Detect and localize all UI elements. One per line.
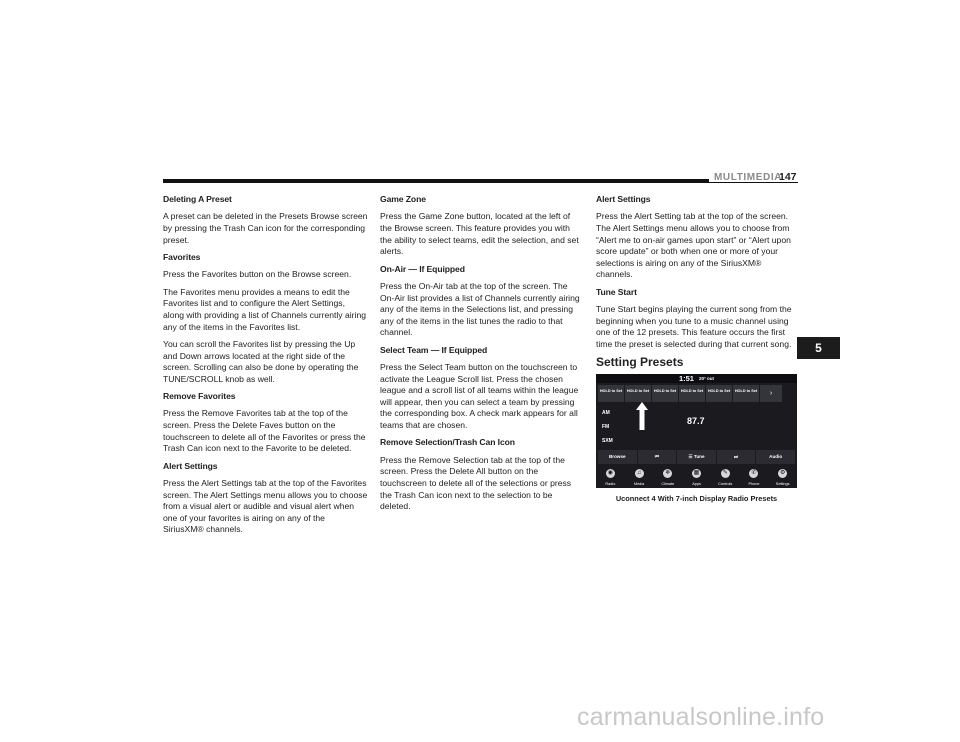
subheading: Favorites [163,251,201,262]
nav-item-radio[interactable] [596,467,625,488]
paragraph: A preset can be deleted in the Presets Browse screen by pressing the Trash Can icon for the corresponding preset. [163,211,368,245]
climate-icon: ❄ [665,470,671,477]
paragraph: The Favorites menu provides a means to edit the Favorites list and to configure the Alert Settings, along with providing a list of Channels currently airing any of the items in the Favorites list. [163,286,367,332]
subheading: Remove Favorites [163,391,236,402]
preset-button[interactable]: HOLD to Set [598,385,624,402]
page-number: 147 [779,171,797,183]
subheading: Alert Settings [596,194,651,204]
nav-label: Media [633,482,645,487]
paragraph: Press the Select Team button on the touchscreen to activate the League Scroll list. Press the chosen league and a scroll list of all teams within the league will appear, then you can select a team by pressing the corresponding box. A check mark appears for all teams that are chosen. [380,362,579,431]
control-button[interactable]: Browse [598,450,638,464]
band-item[interactable]: AM [602,410,610,417]
header-rule-thin [163,182,798,183]
paragraph: You can scroll the Favorites list by pressing the Up and Down arrows located at the right side of the screen. Scrolling can also be done by operating the TUNE/SCROLL knob as well. [163,338,359,384]
nav-item-controls[interactable] [711,467,740,488]
chevron-right-icon[interactable]: › [760,385,782,402]
nav-label: Radio [605,482,616,487]
nav-item-settings[interactable] [768,467,797,488]
preset-row [598,385,782,402]
paragraph: Press the Alert Setting tab at the top of the screen. The Alert Settings menu allows you to choose from “Alert me to on-air games upon start” or “Alert upon score update” or both when one or more of your selections is airing on any of the SiriusXM® channels. [596,211,791,280]
paragraph: Tune Start begins playing the current song from the beginning when you tune to a music channel using one of the 12 presets. This feature occurs the first time the preset is selected during that current song. [596,304,792,349]
watermark: carmanualsonline.info [577,703,825,731]
subheading: On-Air — If Equipped [380,263,465,274]
paragraph: Press the Alert Settings tab at the top of the Favorites screen. The Alert Settings menu allows you to choose from a visual alert or audible and visual alert when one of your favorites is airing on any of the SiriusXM® channels. [163,478,368,535]
clock: 1:51 [678,374,694,384]
preset-button[interactable]: HOLD to Set [679,385,705,402]
paragraph: Press the Favorites button on the Browse screen. [163,269,352,280]
nav-label: Controls [718,482,733,487]
paragraph: Press the Remove Selection tab at the top of the screen. Press the Delete All button on the touchscreen to delete all of the selections or press the Trash Can icon next to the selection to be deleted. [380,454,572,512]
phone-icon: ✆ [751,470,757,477]
control-button[interactable]: Audio [769,454,783,460]
nav-bar [596,467,797,488]
setting-presets-heading: Setting Presets [596,354,684,369]
status-bar [596,374,797,383]
settings-icon: ⚙ [779,470,786,477]
preset-button[interactable]: HOLD to Set [706,385,732,402]
section-name: MULTIMEDIA [714,172,783,183]
control-button[interactable]: ⏮ [638,450,678,464]
nav-item-media[interactable] [625,467,654,488]
paragraph: Press the Remove Favorites tab at the top of the screen. Press the Delete Faves button on the touchscreen to delete all of the Favorites or press the Trash Can icon next to the Favorite to be deleted. [163,408,366,454]
radio-icon: ◉ [607,470,613,477]
preset-button[interactable]: HOLD to Set [733,385,759,402]
nav-item-apps[interactable] [682,467,711,488]
column-2 [380,194,580,519]
nav-label: Settings [775,482,790,487]
control-button[interactable]: ⏭ [717,450,757,464]
subheading: Tune Start [596,286,637,297]
nav-item-climate[interactable] [653,467,682,488]
figure-caption: Uconnect 4 With 7-inch Display Radio Presets [615,494,778,504]
chapter-tab: 5 [797,337,840,359]
paragraph: Press the On-Air tab at the top of the screen. The On-Air list provides a list of Channels currently airing any of the items in the Selections list, and pressing any of the items in the list tunes the radio to that channel. [380,280,580,338]
subheading: Remove Selection/Trash Can Icon [380,437,515,448]
preset-button[interactable]: HOLD to Set [625,385,651,402]
controls-icon: ✎ [722,470,728,477]
control-button[interactable]: ☰ Tune [677,450,717,464]
column-3 [596,194,800,505]
media-icon: ♫ [635,469,644,478]
outside-temp: 20° out [698,376,715,382]
nav-label: Climate [661,482,675,487]
paragraph: Press the Game Zone button, located at the left of the Browse screen. This feature provides you with the ability to select teams, edit the selection, and set alerts. [380,211,579,257]
frequency-display: 87.7 [687,416,705,427]
band-item[interactable]: FM [602,424,610,431]
radio-presets-figure [596,374,797,488]
subheading: Deleting A Preset [163,194,232,204]
subheading: Select Team — If Equipped [380,344,488,355]
column-1 [163,194,368,542]
band-list [602,406,613,448]
band-item[interactable]: SXM [602,438,613,445]
preset-button[interactable]: HOLD to Set [652,385,678,402]
nav-label: Apps [692,482,701,487]
control-bar [598,450,795,464]
subheading: Game Zone [380,194,426,204]
nav-item-phone[interactable] [740,467,769,488]
up-arrow-icon [636,402,648,430]
apps-icon: ▦ [693,470,700,477]
subheading: Alert Settings [163,460,218,471]
nav-label: Phone [748,482,760,487]
